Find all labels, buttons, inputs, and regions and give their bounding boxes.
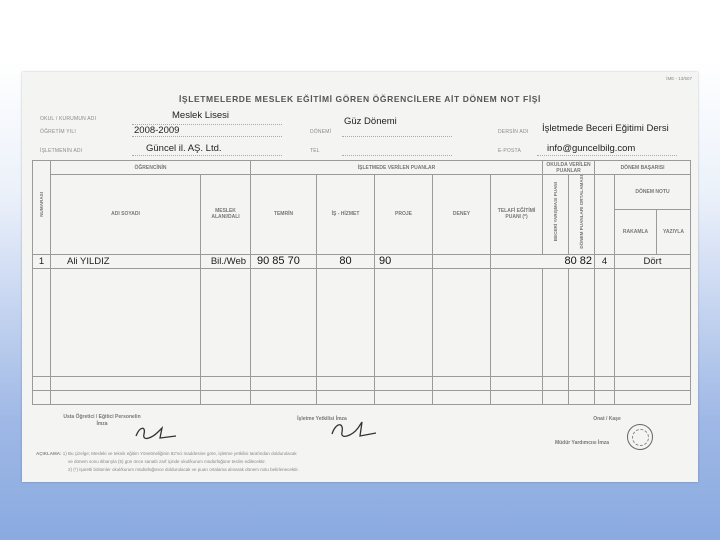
grade-form-sheet xyxy=(22,72,698,482)
seal-label: Onat / Kaşe xyxy=(593,416,621,422)
header-business-scores: İŞLETMEDE VERİLEN PUANLAR xyxy=(251,161,543,175)
school-label: OKUL / KURUMUN ADI xyxy=(40,116,97,122)
header-school-scores: OKULDA VERİLEN PUANLAR xyxy=(543,161,595,175)
email-value: info@guncelbilg.com xyxy=(547,143,636,154)
row-grade-num: 4 xyxy=(595,254,615,268)
phone-label: TEL xyxy=(310,148,320,154)
company-value: Güncel il. AŞ. Ltd. xyxy=(146,143,222,154)
official-seal xyxy=(627,424,653,450)
school-value: Meslek Lisesi xyxy=(172,110,230,121)
form-number: İME - 13/607 xyxy=(666,76,692,81)
company-rep-signature-label: İşletme Yetkilisi İmza xyxy=(297,416,347,422)
year-value: 2008-2009 xyxy=(134,125,180,136)
header-student: ÖĞRENCİNİN xyxy=(51,161,251,175)
header-field: MESLEK ALANI/DALI xyxy=(201,175,251,255)
term-value: Güz Dönemi xyxy=(344,116,397,127)
header-task: İŞ - HİZMET xyxy=(317,175,375,255)
table-row xyxy=(33,254,691,268)
header-no: NUMARASI xyxy=(39,192,44,218)
form-title: İŞLETMELERDE MESLEK EĞİTİMİ GÖREN ÖĞRENCİLERE AİT DÖNEM NOT FİŞİ xyxy=(178,94,542,104)
teacher-signature xyxy=(132,422,182,444)
notes-label: AÇIKLAMA: xyxy=(36,451,62,456)
row-project: 90 xyxy=(375,254,433,268)
teacher-signature-label: Usta Öğretici / Eğitici Personelin İmza xyxy=(63,414,141,427)
grades-table xyxy=(32,160,691,405)
header-supply: TEMRİN xyxy=(251,175,317,255)
header-in-words: YAZIYLA xyxy=(657,209,691,254)
header-term-grade: DÖNEM NOTU xyxy=(615,175,691,210)
term-label: DÖNEMİ xyxy=(310,129,332,135)
header-makeup: TELAFİ EĞİTİMİ PUANI (*) xyxy=(491,175,543,255)
header-name: ADI SOYADI xyxy=(51,175,201,255)
row-field: Bil./Web xyxy=(201,254,251,268)
year-label: ÖĞRETİM YILI xyxy=(40,129,76,135)
email-label: E-POSTA xyxy=(498,148,521,154)
company-rep-signature xyxy=(328,418,380,442)
row-name: Ali YILDIZ xyxy=(51,254,201,268)
vice-principal-signature-label: Müdür Yardımcısı İmza xyxy=(554,440,610,446)
row-scores: 80 82 xyxy=(491,254,595,268)
course-label: DERSİN ADI xyxy=(498,129,529,135)
row-grade-word: Dört xyxy=(615,254,691,268)
header-skill-exam: BECERİ YARIŞMASI PUANI xyxy=(553,182,559,242)
company-label: İŞLETMENİN ADI xyxy=(40,148,83,154)
header-experiment: DENEY xyxy=(433,175,491,255)
row-no: 1 xyxy=(33,254,51,268)
row-task: 80 xyxy=(317,254,375,268)
header-project: PROJE xyxy=(375,175,433,255)
row-supply: 90 85 70 xyxy=(251,254,317,268)
header-numeric: RAKAMLA xyxy=(615,209,657,254)
notes-line-1: AÇIKLAMA: 1) Bu çizelge; Mesleki ve teknik eğitim Yönetmeliğinin 82'nci maddesine göre, işletme yetkilisi tarafından doldurulacak xyxy=(36,451,297,456)
header-term-average: DÖNEM PUANLARI ORTALAMASI xyxy=(579,175,585,249)
notes-line-3: 2) (*) işaretli bölümler okul/kurum müdürlüğünce doldurulacak ve puan ortalama alınarak dönem notu belirlenecektir. xyxy=(68,467,299,472)
course-value: İşletmede Beceri Eğitimi Dersi xyxy=(542,123,669,134)
notes-line-2: ve dönem sonu itibarıyla (5) gün önce sanatlı zarf içinde okul/kurum müdürlüğüne teslim edilecektir. xyxy=(68,459,266,464)
header-term-success: DÖNEM BAŞARISI xyxy=(595,161,691,175)
